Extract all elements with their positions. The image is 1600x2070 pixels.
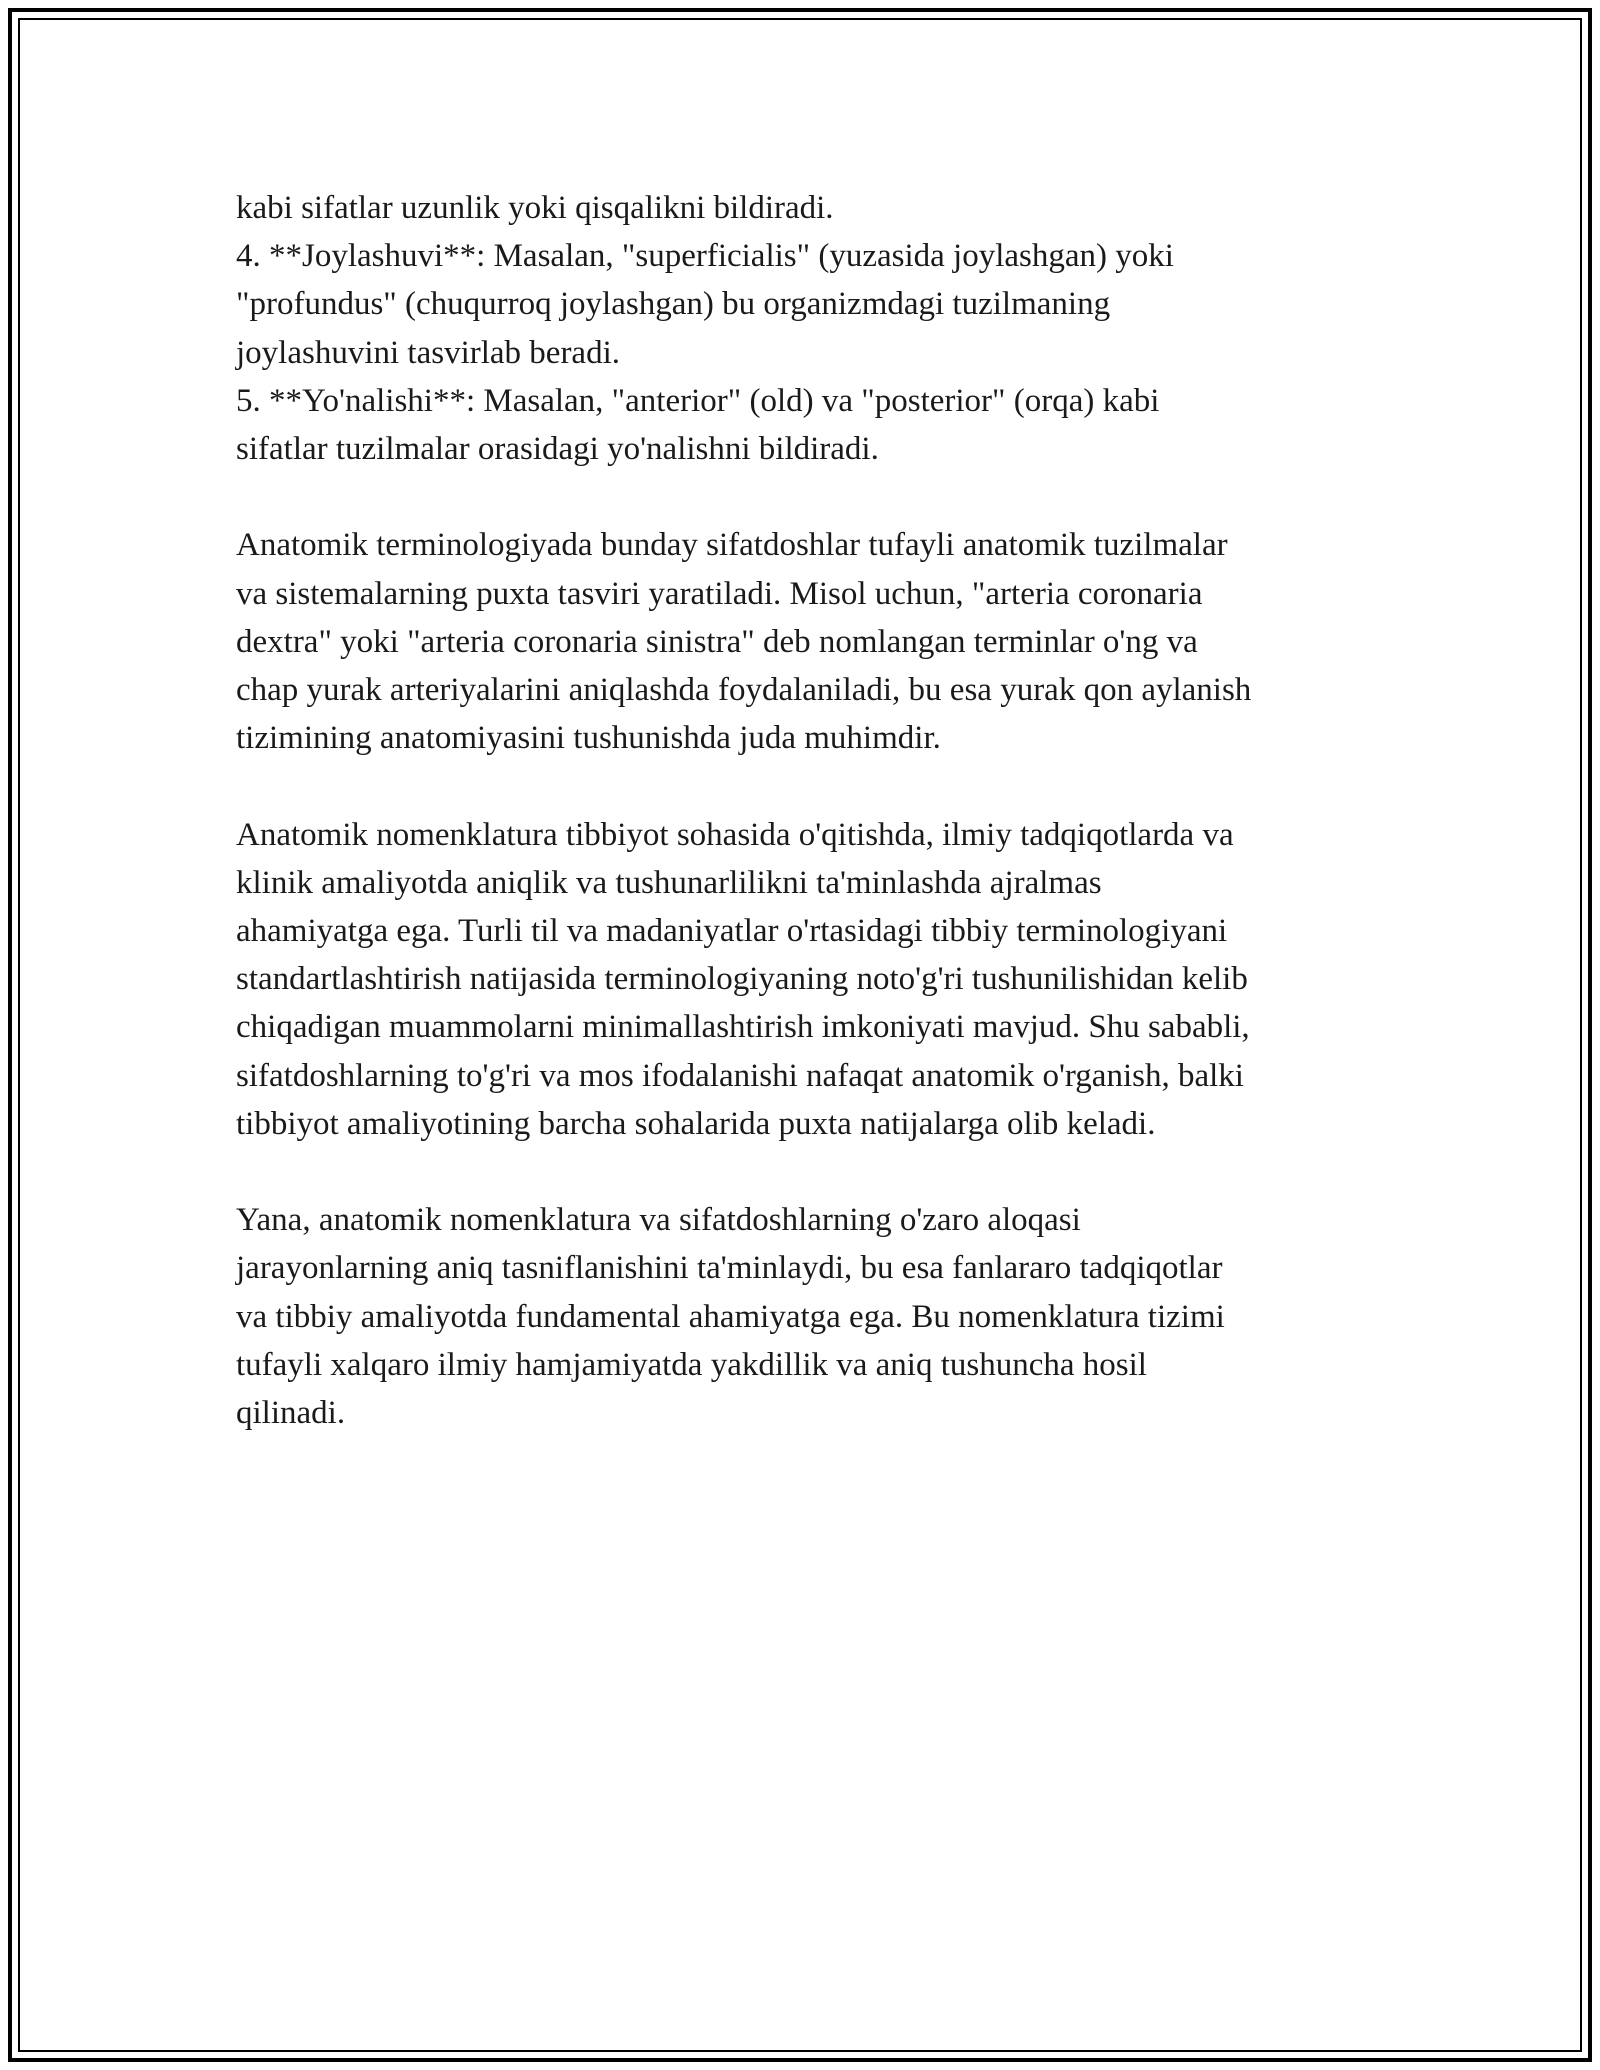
text-line: va tibbiy amaliyotda fundamental ahamiyatga ega. Bu nomenklatura tizimi [236,1298,1225,1335]
text-line: sifatlar tuzilmalar orasidagi yo'nalishni bildiradi. [236,431,879,468]
text-line: Anatomik terminologiyada bunday sifatdoshlar tufayli anatomik tuzilmalar [236,527,1228,564]
paragraph-spacer [236,762,1376,810]
paragraph-yana [236,1196,1376,1437]
text-line: jarayonlarning aniq tasniflanishini ta'minlaydi, bu esa fanlararo tadqiqotlar [236,1250,1223,1287]
text-line: klinik amaliyotda aniqlik va tushunarlilikni ta'minlashda ajralmas [236,864,1102,901]
text-line: sifatdoshlarning to'g'ri va mos ifodalanishi nafaqat anatomik o'rganish, balki [236,1057,1244,1094]
paragraph-nomenklatura [236,811,1376,1148]
text-line: joylashuvini tasvirlab beradi. [236,334,620,371]
document-body [236,184,1376,1437]
text-line: tibbiyot amaliyotining barcha sohalarida puxta natijalarga olib keladi. [236,1105,1156,1142]
text-line: kabi sifatlar uzunlik yoki qisqalikni bildiradi. [236,190,834,226]
text-line: standartlashtirish natijasida terminologiyaning noto'g'ri tushunilishidan kelib [236,961,1248,998]
text-line: qilinadi. [236,1395,346,1432]
text-line: tizimining anatomiyasini tushunishda juda muhimdir. [236,720,941,757]
text-line: chap yurak arteriyalarini aniqlashda foydalaniladi, bu esa yurak qon aylanish [236,672,1252,709]
paragraph-spacer [236,473,1376,521]
list-item-joylashuvi: 4. **Joylashuvi**: Masalan, "superficialis" (yuzasida joylashgan) yoki [236,238,1174,275]
text-line: Anatomik nomenklatura tibbiyot sohasida o'qitishda, ilmiy tadqiqotlarda va [236,816,1234,853]
text-line: "profundus" (chuqurroq joylashgan) bu organizmdagi tuzilmaning [236,286,1111,323]
text-line: Yana, anatomik nomenklatura va sifatdoshlarning o'zaro aloqasi [236,1202,1081,1239]
text-line: chiqadigan muammolarni minimallashtirish imkoniyati mavjud. Shu sababli, [236,1009,1250,1046]
paragraph-spacer [236,1148,1376,1196]
list-item-yonalishi: 5. **Yo'nalishi**: Masalan, "anterior" (old) va "posterior" (orqa) kabi [236,382,1160,419]
list-continuation-block [236,184,1376,473]
text-line: ahamiyatga ega. Turli til va madaniyatlar o'rtasidagi tibbiy terminologiyani [236,913,1228,950]
paragraph-terminologiya [236,521,1376,762]
text-line: tufayli xalqaro ilmiy hamjamiyatda yakdillik va aniq tushuncha hosil [236,1346,1147,1383]
text-line: dextra" yoki "arteria coronaria sinistra" deb nomlangan terminlar o'ng va [236,623,1198,660]
text-line: va sistemalarning puxta tasviri yaratiladi. Misol uchun, "arteria coronaria [236,575,1203,612]
